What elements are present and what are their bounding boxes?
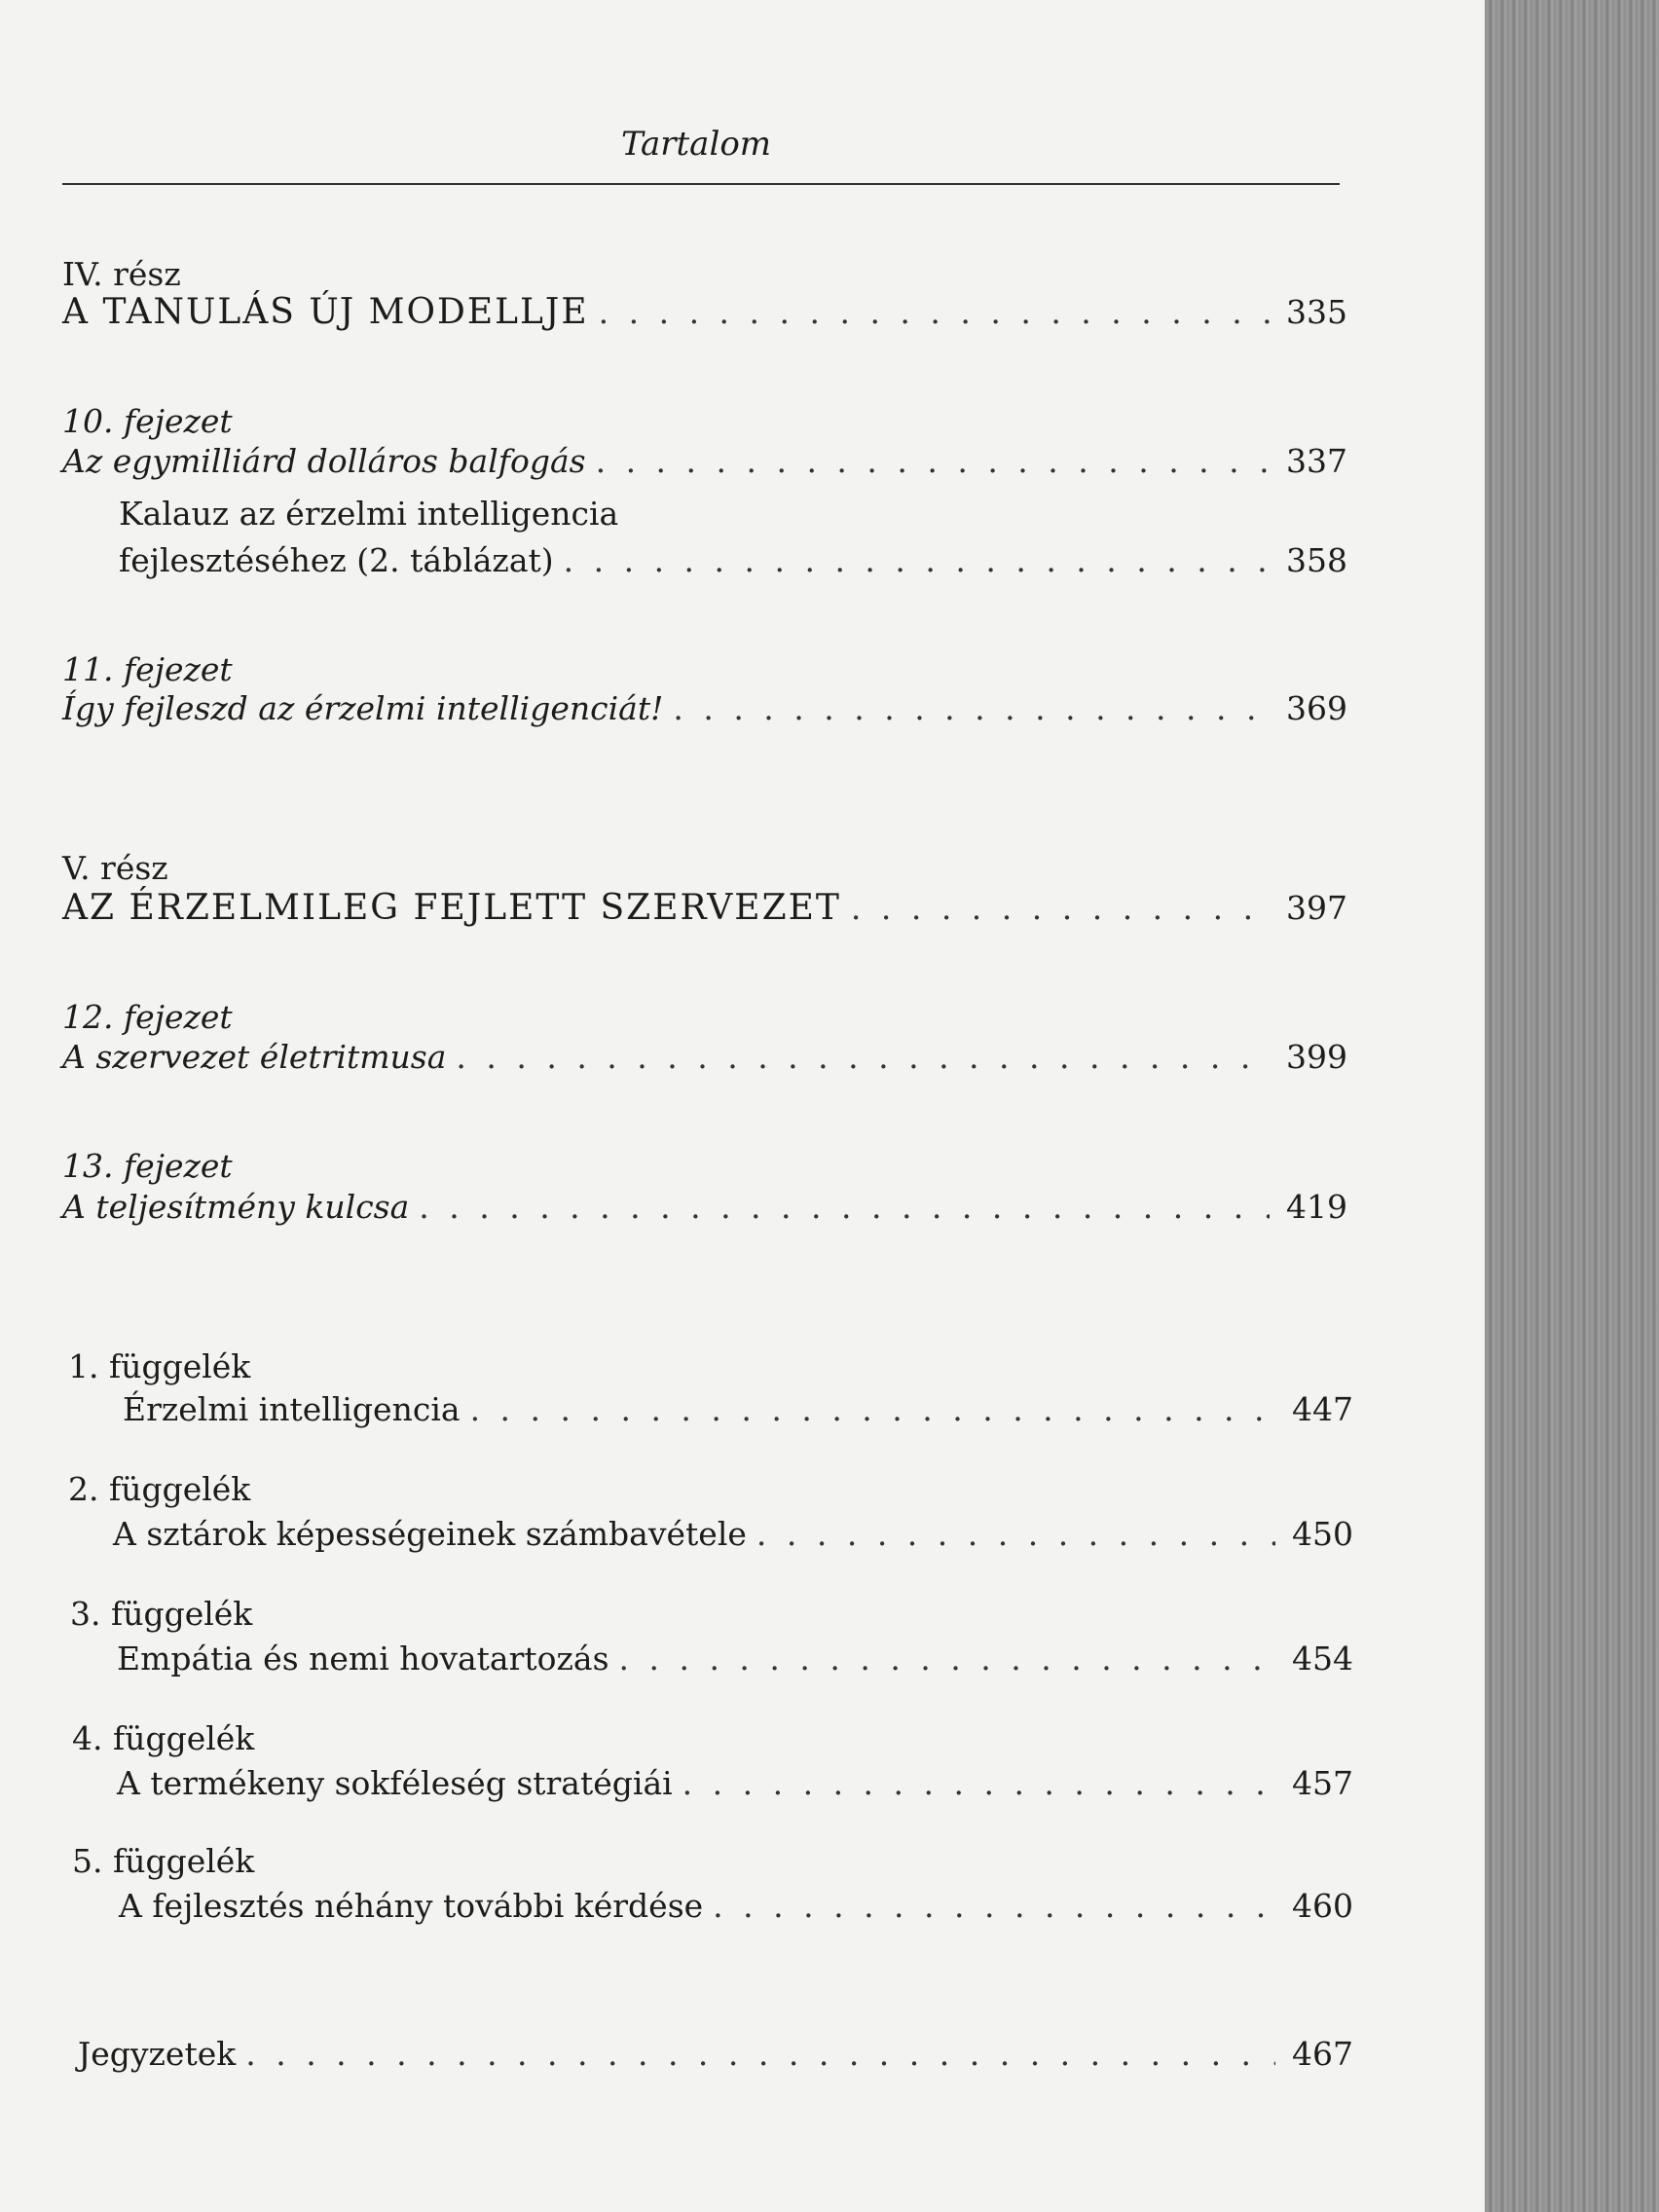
toc-entry-appendix-4[interactable]: [117, 1764, 1353, 1807]
chapter-label: 10. fejezet: [62, 402, 233, 440]
toc-entry-appendix-1[interactable]: [123, 1390, 1353, 1433]
part-label: V. rész: [62, 849, 168, 887]
page-number: 419: [1286, 1188, 1347, 1226]
subentry-line1: Kalauz az érzelmi intelligencia: [119, 495, 619, 533]
appendix-label: 1. függelék: [68, 1347, 251, 1385]
appendix-title: Empátia és nemi hovatartozás: [117, 1640, 609, 1677]
toc-entry-part5[interactable]: [62, 888, 1347, 931]
page-number: 369: [1286, 689, 1347, 727]
toc-entry-part4[interactable]: [62, 292, 1347, 335]
appendix-title: Érzelmi intelligencia: [123, 1390, 461, 1428]
appendix-label: 3. függelék: [70, 1595, 253, 1633]
leader-dots: [599, 293, 1270, 331]
toc-entry-notes[interactable]: [78, 2035, 1353, 2078]
chapter-label: 11. fejezet: [62, 650, 233, 688]
leader-dots: [619, 1640, 1275, 1677]
leader-dots: [245, 2035, 1275, 2073]
leader-dots: [756, 1515, 1275, 1553]
page-number: 447: [1292, 1390, 1353, 1428]
page-number: 454: [1292, 1640, 1353, 1677]
page-number: 460: [1292, 1887, 1353, 1925]
chapter-label: 13. fejezet: [62, 1147, 233, 1185]
appendix-label: 4. függelék: [72, 1719, 255, 1757]
appendix-label: 5. függelék: [72, 1842, 255, 1880]
toc-entry-ch10-sub[interactable]: [119, 541, 1347, 584]
page-number: 467: [1292, 2035, 1353, 2073]
appendix-label: 2. függelék: [68, 1470, 251, 1508]
toc-entry-ch11[interactable]: [62, 689, 1347, 732]
page-edge-stack: [1485, 0, 1659, 2212]
leader-dots: [713, 1887, 1275, 1925]
leader-dots: [419, 1188, 1270, 1226]
leader-dots: [596, 442, 1270, 480]
leader-dots: [673, 689, 1270, 727]
page-number: 457: [1292, 1764, 1353, 1802]
header-rule: [62, 183, 1340, 185]
page-number: 450: [1292, 1515, 1353, 1553]
subentry-line2: fejlesztéséhez (2. táblázat): [119, 541, 554, 579]
page-number: 358: [1286, 541, 1347, 579]
page-number: 337: [1286, 442, 1347, 480]
leader-dots: [851, 889, 1270, 927]
leader-dots: [470, 1390, 1275, 1428]
page-header: Tartalom: [620, 125, 772, 164]
chapter-title: A teljesítmény kulcsa: [62, 1188, 410, 1226]
page-number: 397: [1286, 889, 1347, 927]
appendix-title: A sztárok képességeinek számbavétele: [113, 1515, 747, 1553]
chapter-label: 12. fejezet: [62, 998, 233, 1036]
leader-dots: [456, 1038, 1270, 1076]
toc-entry-appendix-5[interactable]: [119, 1887, 1353, 1930]
toc-entry-ch12[interactable]: [62, 1038, 1347, 1081]
leader-dots: [682, 1764, 1275, 1802]
page-number: 335: [1286, 293, 1347, 331]
part-title: AZ ÉRZELMILEG FEJLETT SZERVEZET: [62, 888, 841, 928]
part-title: A TANULÁS ÚJ MODELLJE: [62, 292, 589, 332]
toc-entry-appendix-3[interactable]: [117, 1640, 1353, 1682]
toc-entry-ch10[interactable]: [62, 442, 1347, 485]
toc-entry-appendix-2[interactable]: [113, 1515, 1353, 1558]
chapter-title: A szervezet életritmusa: [62, 1038, 447, 1076]
chapter-title: Az egymilliárd dolláros balfogás: [62, 442, 586, 480]
page-number: 399: [1286, 1038, 1347, 1076]
notes-title: Jegyzetek: [78, 2035, 237, 2073]
chapter-title: Így fejleszd az érzelmi intelligenciát!: [62, 689, 664, 727]
appendix-title: A fejlesztés néhány további kérdése: [119, 1887, 704, 1925]
appendix-title: A termékeny sokféleség stratégiái: [117, 1764, 673, 1802]
toc-entry-ch13[interactable]: [62, 1188, 1347, 1231]
part-label: IV. rész: [62, 255, 181, 293]
leader-dots: [564, 541, 1270, 579]
